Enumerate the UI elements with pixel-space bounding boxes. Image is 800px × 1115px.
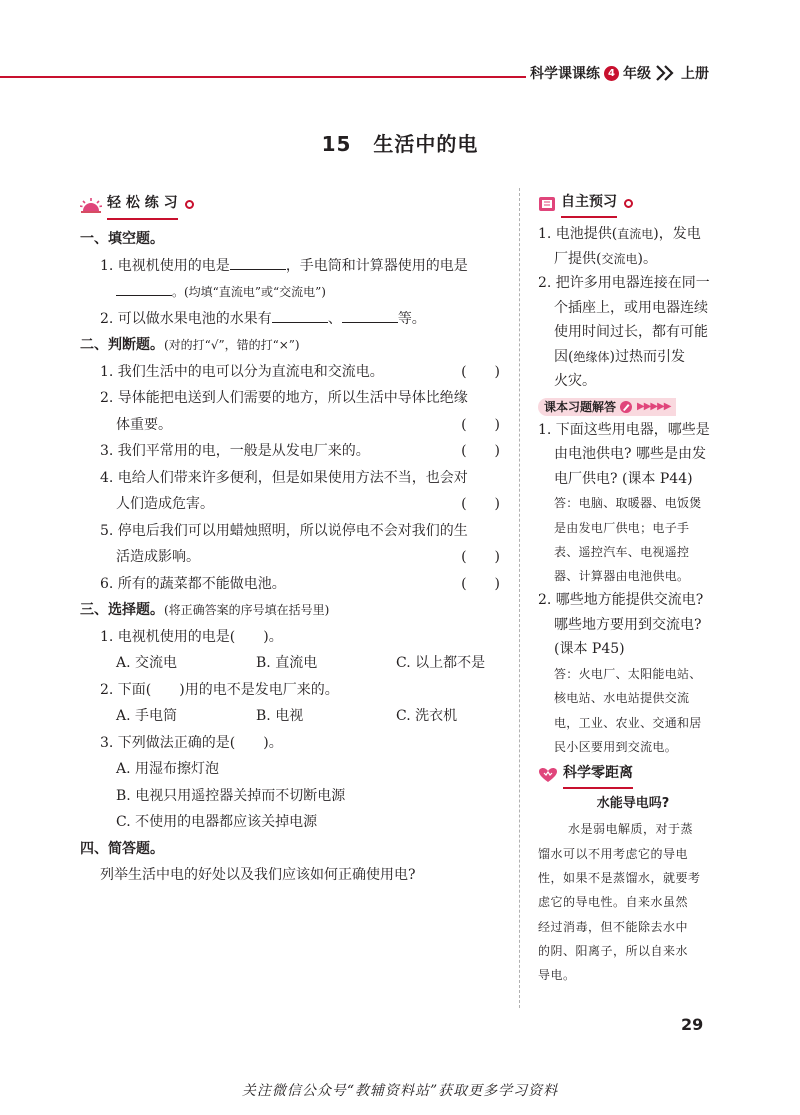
science-tag: [538, 761, 633, 789]
science-text: 经过消毒，但不能除去水中: [538, 919, 689, 934]
grade-badge: 4: [604, 66, 619, 81]
preview-tag-row: [538, 190, 728, 220]
judge-question-5-cont: [80, 544, 508, 571]
preview-text: )。: [637, 250, 657, 267]
tag-end-dot: [185, 200, 194, 209]
preview-answer: 交流电: [601, 251, 638, 266]
practice-tag-row: [80, 190, 508, 222]
answer-parens[interactable]: ( ): [461, 443, 500, 460]
fill-q2-text: 2. 可以做水果电池的水果有: [100, 310, 272, 327]
fill-q2-sep: 、: [327, 310, 342, 327]
preview-answer: 直流电: [617, 227, 654, 242]
short-question-1: 列举生活中电的好处以及我们应该如何正确使用电?: [100, 867, 416, 884]
book-icon: [538, 196, 556, 212]
preview-text: )过热而引发: [609, 348, 685, 365]
lesson-title: [0, 128, 800, 157]
book-header: [526, 63, 713, 83]
answer-blank[interactable]: [342, 309, 398, 323]
option-c[interactable]: C. 不使用的电器都应该关掉电源: [116, 814, 318, 831]
practice-tag: [80, 190, 194, 220]
preview-item-2-line: 火灾。: [554, 373, 596, 390]
preview-item-2-line: [538, 345, 728, 370]
option-b[interactable]: B. 直流电: [256, 655, 318, 672]
book-title: 科学课课练: [530, 66, 600, 82]
double-chevron-icon: [655, 65, 677, 81]
exercise-answer-2: 答：火电厂、太阳能电站、: [554, 666, 702, 681]
judge-question-3: [80, 438, 508, 465]
judge-question-4: 4. 电给人们带来许多便利，但是如果使用方法不当，也会对: [100, 469, 468, 486]
exercise-question-1-line: 电厂供电? (课本 P44): [554, 470, 693, 487]
exercise-answer-2-line: 核电站、水电站提供交流: [554, 691, 690, 706]
fill-q1-note: 。(均填“直流电”或“交流电”): [172, 285, 326, 300]
preview-item-2-line: 个插座上，或用电器连续: [554, 299, 708, 316]
exercise-answer-1-line: 是由发电厂供电；电子手: [554, 520, 690, 535]
heart-icon: [538, 767, 558, 783]
exercise-question-2-line: 哪些地方要用到交流电?: [554, 616, 702, 633]
page-number: 29: [681, 1015, 704, 1034]
science-subtitle: 水能导电吗?: [596, 796, 670, 812]
choice-title: 三、选择题。: [80, 602, 164, 619]
answer-parens[interactable]: ( ): [461, 363, 500, 380]
arrows-icon: ▶▶▶▶▶: [637, 401, 671, 413]
column-divider: [519, 188, 520, 1008]
preview-tag: [538, 190, 633, 218]
option-a[interactable]: A. 交流电: [116, 655, 178, 672]
preview-text: 厂提供(: [554, 250, 602, 267]
preview-item-1-cont: [538, 247, 728, 272]
choice-note: (将正确答案的序号填在括号里): [164, 603, 330, 618]
choice-q2-options: [80, 703, 508, 730]
fill-question-1-cont: [80, 279, 508, 306]
science-tag-label: 科学零距离: [563, 761, 633, 789]
choice-question-1: 1. 电视机使用的电是( )。: [100, 628, 283, 645]
fill-q1-text: 1. 电视机使用的电是: [100, 257, 230, 274]
option-c[interactable]: C. 洗衣机: [396, 708, 458, 725]
exercise-question-1: 1. 下面这些用电器，哪些是: [538, 421, 710, 438]
exercise-banner-row: [538, 394, 728, 418]
judge-q5-text: 活造成影响。: [116, 549, 200, 566]
judge-title: 二、判断题。: [80, 337, 164, 354]
judge-q4-text: 人们造成危害。: [116, 496, 214, 513]
judge-section-title: [80, 332, 508, 359]
answer-parens[interactable]: ( ): [461, 549, 500, 566]
science-text: 虑它的导电性。自来水虽然: [538, 895, 689, 910]
sidebar-column: [538, 190, 728, 987]
exercise-question-2-line: (课本 P45): [554, 641, 625, 658]
judge-question-5: 5. 停电后我们可以用蜡烛照明，所以说停电不会对我们的生: [100, 522, 468, 539]
judge-note: (对的打“√”，错的打“×”): [164, 338, 300, 353]
choice-section-title: [80, 597, 508, 624]
choice-question-3: 3. 下列做法正确的是( )。: [100, 734, 283, 751]
option-b[interactable]: B. 电视: [256, 708, 304, 725]
option-c[interactable]: C. 以上都不是: [396, 655, 486, 672]
science-tag-row: [538, 761, 728, 791]
fill-q1-text-2: ，手电筒和计算器使用的电是: [285, 257, 468, 274]
exercise-answer-1-line: 器、计算器由电池供电。: [554, 569, 690, 584]
preview-item-2: 2. 把许多用电器连接在同一: [538, 275, 710, 292]
exercise-answer-1: 答：电脑、取暖器、电饭煲: [554, 496, 702, 511]
exercise-banner: [538, 398, 676, 416]
preview-text: )，发电: [653, 226, 701, 243]
judge-q2-text: 体重要。: [116, 416, 172, 433]
fill-q2-end: 等。: [397, 310, 426, 327]
tag-end-dot: [624, 199, 633, 208]
preview-tag-label: 自主预习: [561, 190, 617, 218]
judge-question-6: [80, 571, 508, 598]
fill-question-1: [80, 253, 508, 280]
science-text: 导电。: [538, 968, 576, 983]
judge-q6-text: 6. 所有的蔬菜都不能做电池。: [100, 575, 286, 592]
preview-text: 1. 电池提供(: [538, 226, 618, 243]
practice-tag-label: 轻 松 练 习: [107, 190, 178, 220]
judge-question-1: [80, 359, 508, 386]
choice-q1-options: [80, 650, 508, 677]
exercise-question-1-line: 由电池供电? 哪些是由发: [554, 446, 706, 463]
pencil-icon: [619, 400, 633, 414]
sunrise-icon: [80, 197, 102, 213]
answer-blank[interactable]: [272, 309, 328, 323]
judge-question-2: 2. 导体能把电送到人们需要的地方，所以生活中导体比绝缘: [100, 390, 468, 407]
preview-answer: 绝缘体: [573, 349, 610, 364]
lesson-number: 15: [321, 132, 352, 156]
answer-parens[interactable]: ( ): [461, 496, 500, 513]
exercise-question-2: 2. 哪些地方能提供交流电?: [538, 592, 704, 609]
preview-text: 因(: [554, 348, 574, 365]
science-text: 馏水可以不用考虑它的导电: [538, 846, 689, 861]
exercise-answer-1-line: 表、遥控汽车、电视遥控: [554, 544, 690, 559]
judge-q1-text: 1. 我们生活中的电可以分为直流电和交流电。: [100, 363, 384, 380]
preview-item-1: [538, 222, 728, 247]
short-section-title: 四、简答题。: [80, 840, 164, 857]
judge-question-4-cont: [80, 491, 508, 518]
option-a[interactable]: A. 用湿布擦灯泡: [116, 761, 220, 778]
grade-label: 年级: [623, 66, 651, 82]
judge-question-2-cont: [80, 412, 508, 439]
exercise-answer-2-line: 电，工业、农业、交通和居: [554, 715, 702, 730]
answer-parens[interactable]: ( ): [461, 416, 500, 433]
practice-column: [80, 190, 508, 889]
fill-question-2: [80, 306, 508, 333]
answer-blank[interactable]: [116, 282, 172, 296]
option-a[interactable]: A. 手电筒: [116, 708, 178, 725]
fill-section-title: 一、填空题。: [80, 231, 164, 248]
option-b[interactable]: B. 电视只用遥控器关掉而不切断电源: [116, 787, 346, 804]
judge-q3-text: 3. 我们平常用的电，一般是从发电厂来的。: [100, 443, 370, 460]
preview-item-2-line: 使用时间过长，都有可能: [554, 324, 708, 341]
science-text: 性，如果不是蒸馏水，就要考: [538, 870, 701, 885]
science-text: 的阴、阳离子，所以自来水: [538, 943, 689, 958]
lesson-name: 生活中的电: [373, 132, 479, 156]
answer-blank[interactable]: [230, 256, 286, 270]
footer-note: 关注微信公众号“教辅资料站”获取更多学习资料: [241, 1083, 559, 1099]
answer-parens[interactable]: ( ): [461, 575, 500, 592]
choice-question-2: 2. 下面( )用的电不是发电厂来的。: [100, 681, 339, 698]
science-text: 水是弱电解质，对于蒸: [568, 822, 694, 837]
term-label: 上册: [681, 66, 709, 82]
exercise-banner-label: 课本习题解答: [544, 400, 617, 415]
exercise-answer-2-line: 民小区要用到交流电。: [554, 739, 678, 754]
